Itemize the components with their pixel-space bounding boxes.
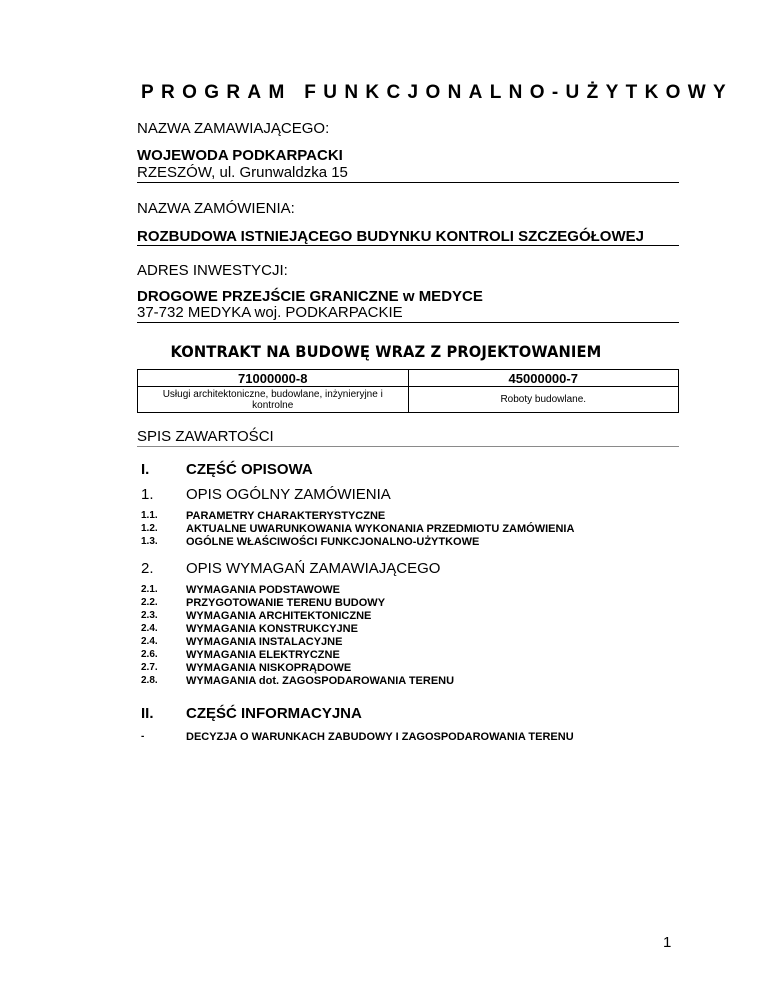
toc-item-number: 2.2. <box>141 597 158 608</box>
part2-title: CZĘŚĆ INFORMACYJNA <box>186 705 362 722</box>
toc-item-title: WYMAGANIA ELEKTRYCZNE <box>186 649 340 661</box>
toc-item-title: WYMAGANIA KONSTRUKCYJNE <box>186 623 358 635</box>
toc-item-title: PARAMETRY CHARAKTERYSTYCZNE <box>186 510 386 522</box>
toc-item-title: WYMAGANIA NISKOPRĄDOWE <box>186 662 352 674</box>
toc-item-title: AKTUALNE UWARUNKOWANIA WYKONANIA PRZEDMIOTU ZAMÓWIENIA <box>186 523 575 535</box>
client-rule <box>137 182 679 183</box>
toc-item-title: DECYZJA O WARUNKACH ZABUDOWY I ZAGOSPODAROWANIA TERENU <box>186 731 574 743</box>
section1-title: OPIS OGÓLNY ZAMÓWIENIA <box>186 486 391 503</box>
investment-address: 37-732 MEDYKA woj. PODKARPACKIE <box>137 304 403 321</box>
cpv-desc-1: Usługi architektoniczne, budowlane, inżynieryjne i kontrolne <box>138 387 409 413</box>
toc-heading: SPIS ZAWARTOŚCI <box>137 428 274 445</box>
order-rule <box>137 245 679 246</box>
cpv-code-2: 45000000-7 <box>408 370 679 387</box>
order-name: ROZBUDOWA ISTNIEJĄCEGO BUDYNKU KONTROLI SZCZEGÓŁOWEJ <box>137 228 644 245</box>
cpv-desc-2: Roboty budowlane. <box>408 387 679 413</box>
toc-item-number: 1.3. <box>141 536 158 547</box>
part1-number: I. <box>141 461 150 478</box>
investment-name: DROGOWE PRZEJŚCIE GRANICZNE w MEDYCE <box>137 288 483 305</box>
toc-item-number: 2.4. <box>141 623 158 634</box>
document-title: PROGRAM FUNKCJONALNO-UŻYTKOWY <box>141 82 734 103</box>
cpv-code-1: 71000000-8 <box>138 370 409 387</box>
toc-item-number: 2.4. <box>141 636 158 647</box>
client-name: WOJEWODA PODKARPACKI <box>137 147 343 164</box>
toc-item-number: 2.3. <box>141 610 158 621</box>
investment-rule <box>137 322 679 323</box>
toc-item-number: - <box>141 731 145 742</box>
toc-item-title: WYMAGANIA INSTALACYJNE <box>186 636 343 648</box>
page-number: 1 <box>663 934 672 951</box>
toc-item-title: WYMAGANIA PODSTAWOWE <box>186 584 340 596</box>
section2-title: OPIS WYMAGAŃ ZAMAWIAJĄCEGO <box>186 560 441 577</box>
toc-item-number: 2.8. <box>141 675 158 686</box>
toc-item-title: PRZYGOTOWANIE TERENU BUDOWY <box>186 597 386 609</box>
client-address: RZESZÓW, ul. Grunwaldzka 15 <box>137 164 348 181</box>
toc-item-title: WYMAGANIA dot. ZAGOSPODAROWANIA TERENU <box>186 675 455 687</box>
client-heading: NAZWA ZAMAWIAJĄCEGO: <box>137 120 330 137</box>
contract-heading: KONTRAKT NA BUDOWĘ WRAZ Z PROJEKTOWANIEM <box>170 342 602 361</box>
toc-item-number: 1.1. <box>141 510 158 521</box>
toc-item-number: 2.1. <box>141 584 158 595</box>
cpv-codes-table <box>137 369 679 413</box>
part1-title: CZĘŚĆ OPISOWA <box>186 461 313 478</box>
toc-item-number: 2.7. <box>141 662 158 673</box>
toc-item-number: 2.6. <box>141 649 158 660</box>
part2-number: II. <box>141 705 154 722</box>
toc-item-number: 1.2. <box>141 523 158 534</box>
order-heading: NAZWA ZAMÓWIENIA: <box>137 200 295 217</box>
toc-rule <box>137 446 679 447</box>
section2-number: 2. <box>141 560 154 577</box>
toc-item-title: WYMAGANIA ARCHITEKTONICZNE <box>186 610 372 622</box>
toc-item-title: OGÓLNE WŁAŚCIWOŚCI FUNKCJONALNO-UŻYTKOWE <box>186 536 480 548</box>
investment-heading: ADRES INWESTYCJI: <box>137 262 288 279</box>
section1-number: 1. <box>141 486 154 503</box>
